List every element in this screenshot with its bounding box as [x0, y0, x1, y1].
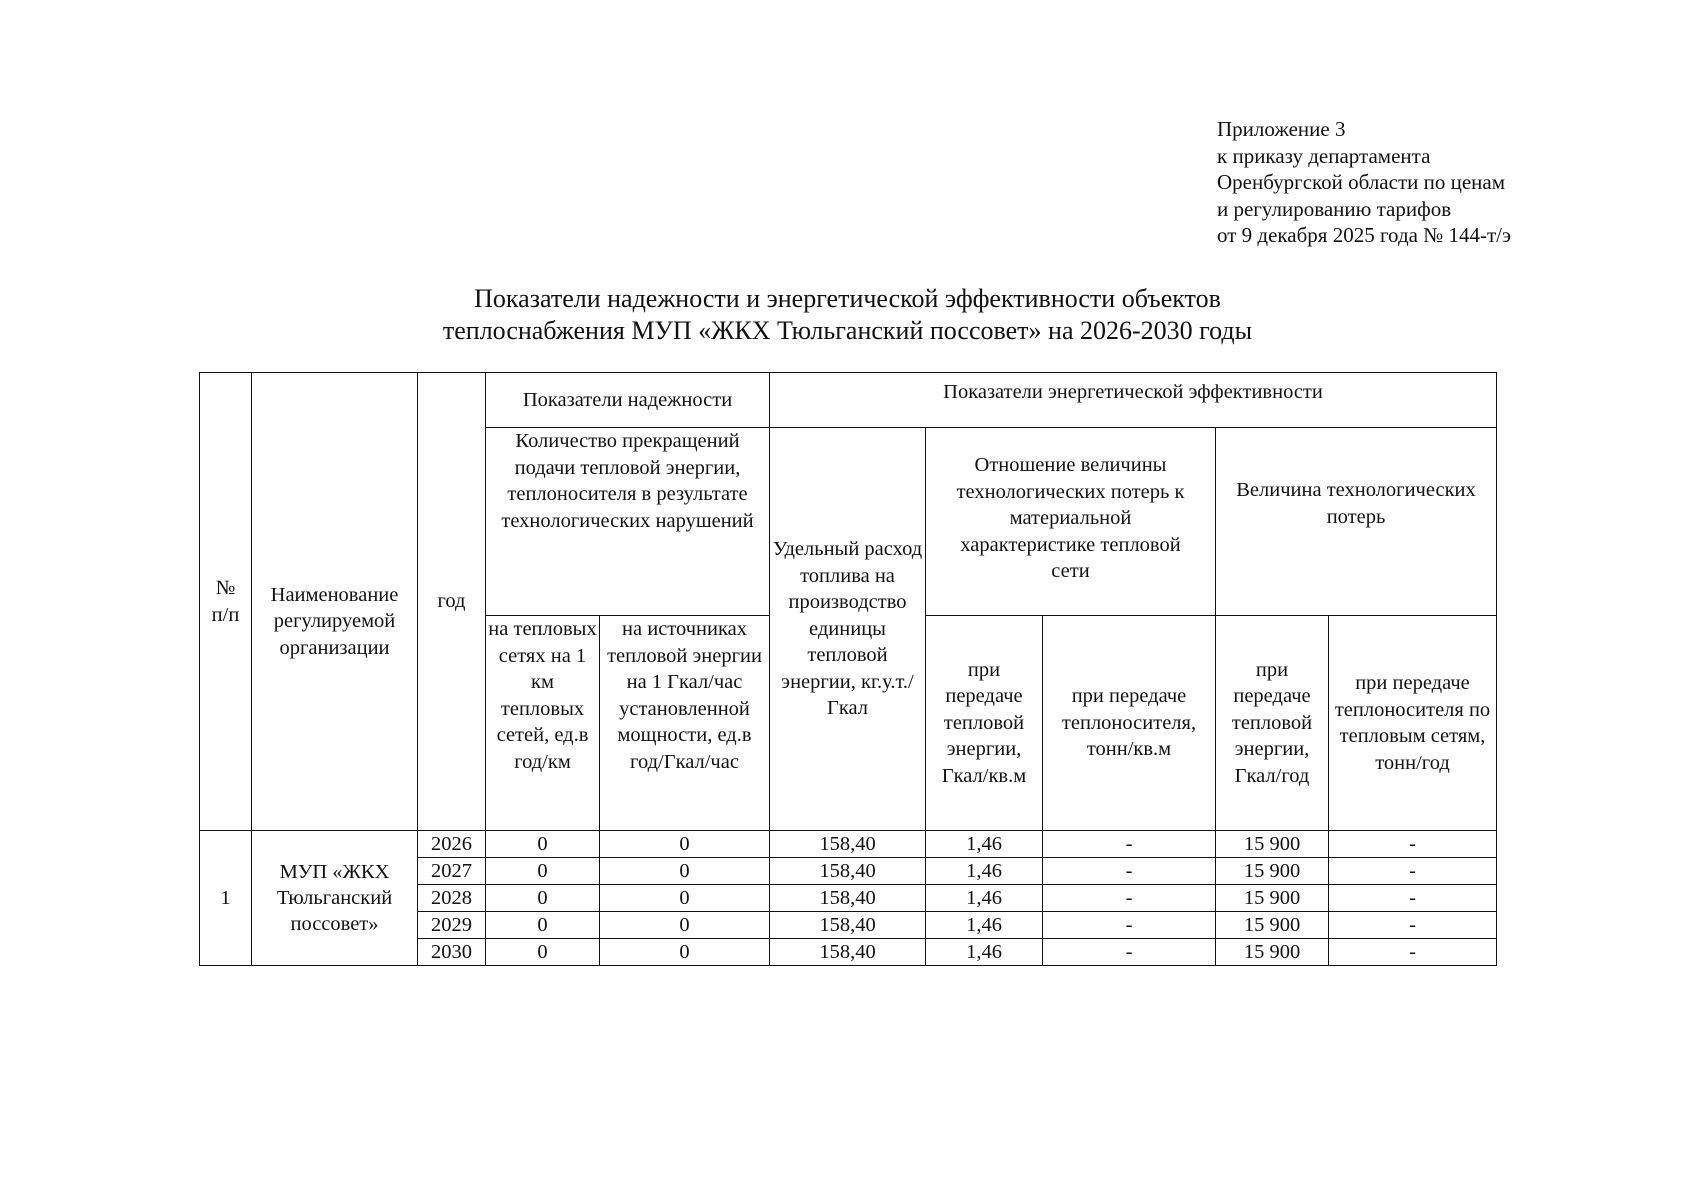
cell-ratio-carrier: -: [1043, 912, 1216, 939]
cell-on-sources: 0: [600, 939, 770, 966]
header-on-networks: на тепловых сетях на 1 км тепловых сетей, ед.в год/км: [486, 616, 600, 831]
cell-value-carrier: -: [1329, 831, 1497, 858]
cell-year: 2030: [418, 939, 486, 966]
cell-on-networks: 0: [486, 885, 600, 912]
cell-year: 2029: [418, 912, 486, 939]
cell-fuel: 158,40: [770, 912, 926, 939]
cell-on-networks: 0: [486, 831, 600, 858]
cell-ratio-heat: 1,46: [926, 912, 1043, 939]
appendix-line: от 9 декабря 2025 года № 144-т/э: [1217, 223, 1511, 247]
cell-on-networks: 0: [486, 912, 600, 939]
header-value-heat: при передаче тепловой энергии, Гкал/год: [1216, 616, 1329, 831]
cell-on-networks: 0: [486, 939, 600, 966]
header-org: Наименование регулируемой организации: [252, 373, 418, 831]
appendix-line: к приказу департамента: [1217, 143, 1431, 168]
cell-value-carrier: -: [1329, 858, 1497, 885]
cell-value-heat: 15 900: [1216, 939, 1329, 966]
header-fuel: Удельный расход топлива на производство единицы тепловой энергии, кг.у.т./Гкал: [770, 428, 926, 831]
header-loss-value: Величина технологических потерь: [1216, 428, 1497, 616]
header-value-carrier: при передаче теплоносителя по тепловым сетям, тонн/год: [1329, 616, 1497, 831]
cell-value-heat: 15 900: [1216, 885, 1329, 912]
appendix-line: Оренбургской области по ценам: [1217, 170, 1506, 194]
cell-ratio-heat: 1,46: [926, 858, 1043, 885]
cell-ratio-carrier: -: [1043, 939, 1216, 966]
header-on-sources: на источниках тепловой энергии на 1 Гкал/час установленной мощности, ед.в год/Гкал/час: [600, 616, 770, 831]
appendix-line: и регулированию тарифов: [1217, 196, 1452, 221]
cell-ratio-carrier: -: [1043, 858, 1216, 885]
appendix-line: Приложение 3: [1217, 117, 1346, 141]
cell-ratio-carrier: -: [1043, 831, 1216, 858]
cell-year: 2028: [418, 885, 486, 912]
org-name: МУП «ЖКХ Тюльганский поссовет»: [252, 831, 418, 966]
cell-value-carrier: -: [1329, 885, 1497, 912]
header-ratio-heat: при передаче тепловой энергии, Гкал/кв.м: [926, 616, 1043, 831]
cell-value-heat: 15 900: [1216, 858, 1329, 885]
cell-on-sources: 0: [600, 912, 770, 939]
cell-fuel: 158,40: [770, 858, 926, 885]
cell-ratio-heat: 1,46: [926, 831, 1043, 858]
cell-value-carrier: -: [1329, 939, 1497, 966]
title-line-2: теплоснабжения МУП «ЖКХ Тюльганский поссовет» на 2026-2030 годы: [442, 316, 1253, 345]
cell-year: 2027: [418, 858, 486, 885]
cell-fuel: 158,40: [770, 885, 926, 912]
header-ratio-carrier: при передаче теплоносителя, тонн/кв.м: [1043, 616, 1216, 831]
appendix-block: [1217, 116, 1511, 249]
title-line-1: Показатели надежности и энергетической эффективности объектов: [474, 284, 1221, 313]
cell-on-sources: 0: [600, 831, 770, 858]
header-reliability: Показатели надежности: [486, 373, 770, 428]
header-interruptions: Количество прекращений подачи тепловой энергии, теплоносителя в результате технологических нарушений: [486, 428, 770, 616]
cell-ratio-carrier: -: [1043, 885, 1216, 912]
cell-on-sources: 0: [600, 885, 770, 912]
cell-fuel: 158,40: [770, 831, 926, 858]
header-year: год: [418, 373, 486, 831]
header-num: № п/п: [200, 373, 252, 831]
cell-on-networks: 0: [486, 858, 600, 885]
header-loss-ratio: Отношение величины технологических потерь к материальной характеристике тепловой сети: [926, 428, 1216, 616]
cell-value-carrier: -: [1329, 912, 1497, 939]
header-efficiency: Показатели энергетической эффективности: [770, 373, 1497, 428]
org-num: 1: [200, 831, 252, 966]
cell-fuel: 158,40: [770, 939, 926, 966]
cell-ratio-heat: 1,46: [926, 885, 1043, 912]
indicators-table: [199, 372, 1497, 966]
cell-value-heat: 15 900: [1216, 831, 1329, 858]
cell-on-sources: 0: [600, 858, 770, 885]
document-title: [0, 283, 1695, 347]
cell-value-heat: 15 900: [1216, 912, 1329, 939]
cell-ratio-heat: 1,46: [926, 939, 1043, 966]
table-row: [200, 831, 1497, 858]
cell-year: 2026: [418, 831, 486, 858]
